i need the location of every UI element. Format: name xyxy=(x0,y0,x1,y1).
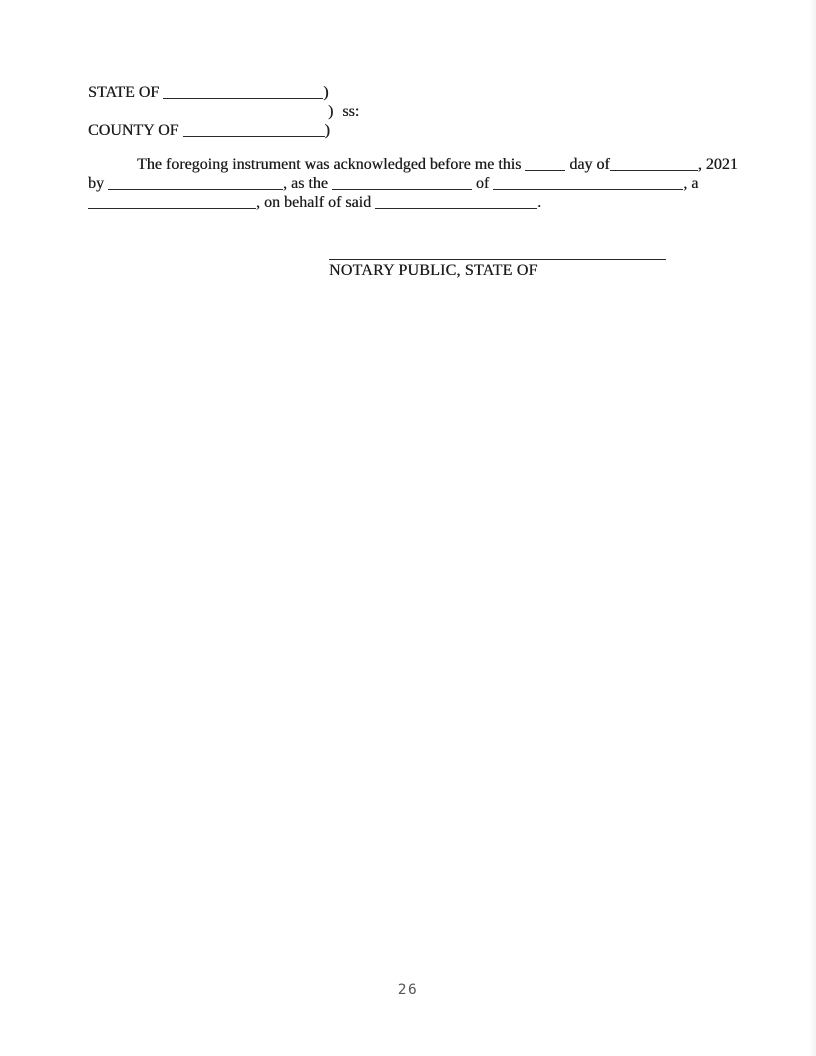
acknowledgment-text: The foregoing instrument was acknowledged before me this xyxy=(137,156,522,173)
year-text: , 2021 xyxy=(697,156,738,173)
day-of-label: day of xyxy=(569,156,610,173)
acknowledgment-line-1 xyxy=(88,155,768,174)
said-entity-blank xyxy=(375,196,537,209)
notary-signature-line xyxy=(329,247,666,260)
paragraph-indent xyxy=(88,168,137,169)
close-paren: ) xyxy=(324,122,330,139)
acknowledgment-paragraph xyxy=(88,155,768,212)
ss-label: ss: xyxy=(342,103,360,120)
a-text: , a xyxy=(683,175,699,192)
jurat-ss-row xyxy=(88,102,359,121)
day-blank xyxy=(525,158,565,171)
county-name-blank xyxy=(183,124,325,137)
on-behalf-text: , on behalf of said xyxy=(256,194,372,211)
as-the-text: , as the xyxy=(283,175,328,192)
notary-caption: NOTARY PUBLIC, STATE OF xyxy=(329,262,538,279)
jurat-block xyxy=(88,83,359,140)
acknowledgment-line-3 xyxy=(88,193,768,212)
signer-name-blank xyxy=(108,177,283,190)
state-name-blank xyxy=(163,86,323,99)
page-number: 26 xyxy=(397,982,419,998)
state-of-label: STATE OF xyxy=(88,84,160,101)
spacer xyxy=(88,115,328,116)
entity-name-blank xyxy=(493,177,683,190)
month-blank xyxy=(610,158,698,171)
period-text: . xyxy=(537,194,542,211)
county-of-label: COUNTY OF xyxy=(88,122,179,139)
acknowledgment-line-2 xyxy=(88,174,768,193)
notary-signature-block xyxy=(329,247,666,280)
by-label: by xyxy=(88,175,104,192)
jurat-county-row xyxy=(88,121,359,140)
of-label: of xyxy=(475,175,490,192)
jurat-state-row xyxy=(88,83,359,102)
title-blank xyxy=(332,177,472,190)
entity-type-blank xyxy=(88,196,256,209)
close-paren: ) xyxy=(328,103,334,120)
close-paren: ) xyxy=(323,84,329,101)
